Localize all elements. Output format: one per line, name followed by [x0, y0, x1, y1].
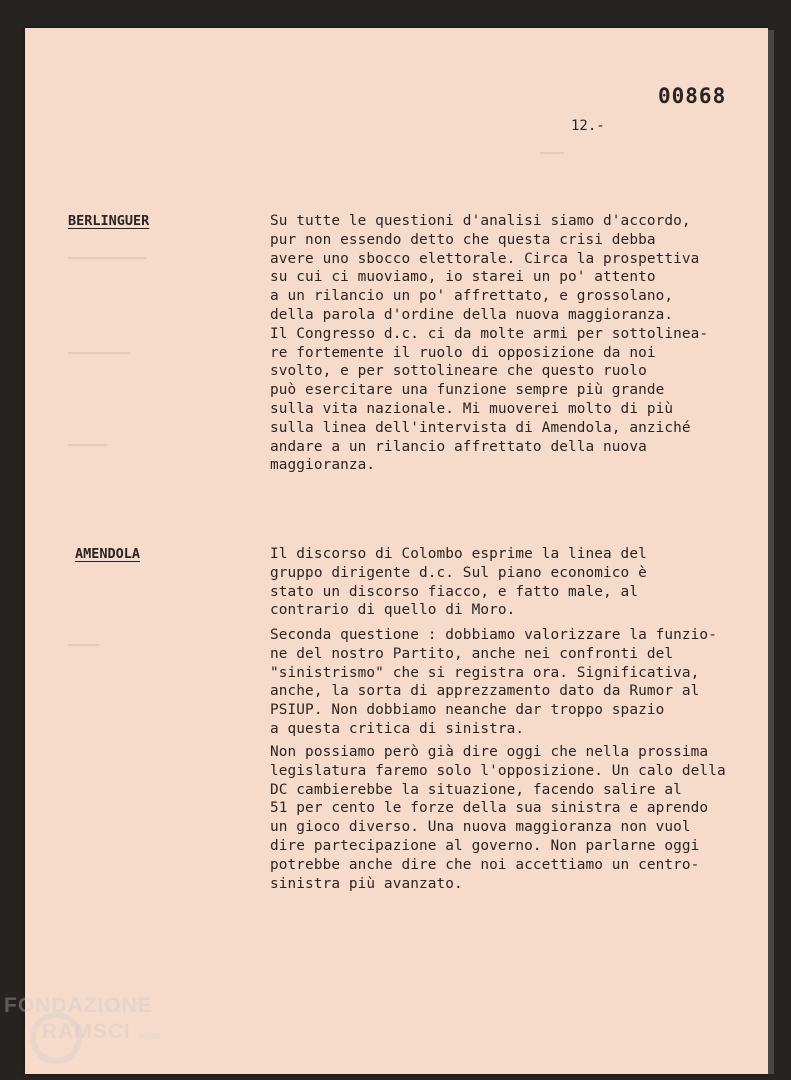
bleed-through-mark: ▁▁▁▁▁▁▁▁ — [68, 340, 131, 355]
page-edge — [768, 30, 774, 1074]
bleed-through-mark: ▁▁▁▁▁▁▁▁▁▁ — [68, 245, 147, 260]
speech-paragraph: Su tutte le questioni d'analisi siamo d'accordo, pur non essendo detto che questa crisi debba avere uno sbocco elettorale. Circa la prospettiva su cui ci muoviamo, io starei un po' attento a un rilancio un po' affrettato, e grossolano, della parola d'ordine della nuova maggioranza. Il Congresso d.c. ci da molte armi per sottolinea- re fortemente il ruolo di opposizione da noi svolto, e per sottolineare che questo ruolo può esercitare una funzione sempre più grande sulla vita nazionale. Mi muoverei molto di più sulla linea dell'intervista di Amendola, anziché andare a un rilancio affrettato della nuova maggioranza. — [270, 213, 709, 474]
watermark-line2: RAMSCI — [42, 1020, 131, 1043]
speaker-name: AMENDOLA — [75, 546, 141, 562]
bleed-through-mark: ▁▁▁▁ — [68, 632, 100, 647]
watermark-line1: FONDAZIONE — [4, 994, 153, 1017]
watermark-logo — [4, 993, 160, 1048]
bleed-through-mark: ▁▁▁ — [540, 140, 564, 155]
page-number: 12.- — [571, 118, 605, 134]
speech-paragraph: Il discorso di Colombo esprime la linea del gruppo dirigente d.c. Sul piano economico è stato un discorso fiacco, e fatto male, al contrario di quello di Moro. — [270, 546, 647, 619]
speech-paragraph: Non possiamo però già dire oggi che nella prossima legislatura faremo solo l'opposizione. Un calo della DC cambierebbe la situazione, facendo salire al 51 per cento le forze della sua sinistra e aprendo un gioco diverso. Una nuova maggioranza non vuol dire partecipazione al governo. Non parlarne oggi potrebbe anche dire che noi accettiamo un centro- sinistra più avanzato. — [270, 744, 726, 892]
watermark-suffix: onlus — [138, 1030, 161, 1040]
speaker-name: BERLINGUER — [68, 213, 150, 229]
speech-paragraph: Seconda questione : dobbiamo valorizzare la funzio- ne del nostro Partito, anche nei confronti del "sinistrismo" che si registra ora. Significativa, anche, la sorta di apprezzamento dato da Rumor al PSIUP. Non dobbiamo neanche dar troppo spazio a questa critica di sinistra. — [270, 627, 717, 737]
bleed-through-mark: ▁▁▁▁▁ — [68, 432, 108, 447]
document-number: 00868 — [658, 84, 727, 108]
